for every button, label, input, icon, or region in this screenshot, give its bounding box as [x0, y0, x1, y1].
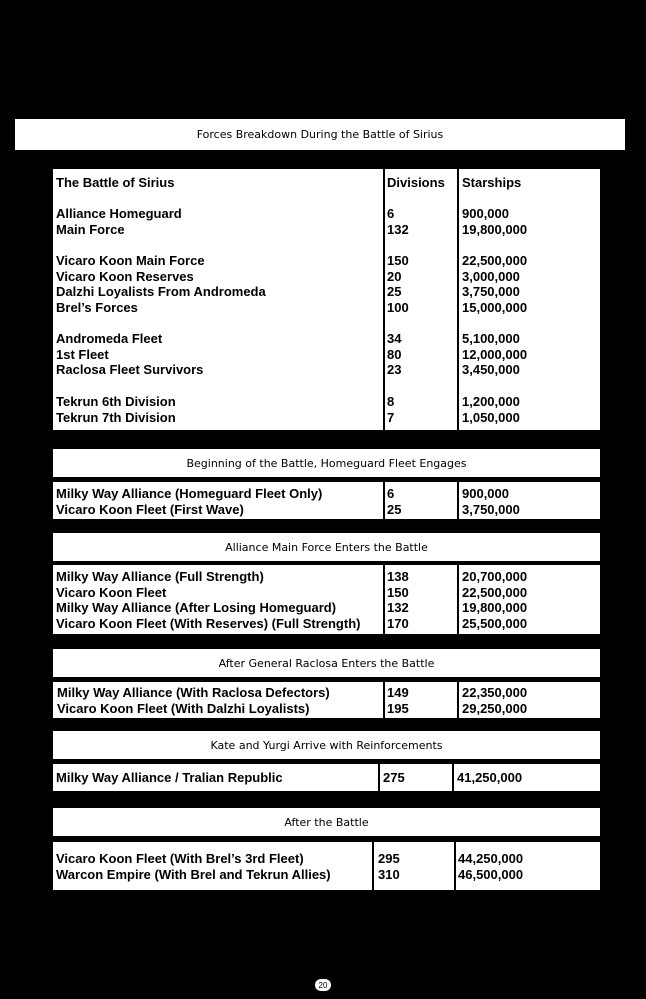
row-divisions: 150	[387, 253, 409, 268]
row-name: Vicaro Koon Fleet (With Dalzhi Loyalists)	[57, 700, 310, 716]
row-name: Milky Way Alliance (With Raclosa Defectors)	[57, 685, 330, 700]
row-divisions: 149	[387, 685, 409, 700]
phase-banner	[53, 649, 600, 677]
phase-title: Kate and Yurgi Arrive with Reinforcements	[210, 738, 443, 752]
row-name: Milky Way Alliance (After Losing Homeguard)	[56, 600, 337, 616]
row-starships: 41,250,000	[457, 770, 523, 785]
summary-header-divisions: Divisions	[387, 175, 445, 190]
row-name: Vicaro Koon Fleet (First Wave)	[56, 501, 244, 517]
phase-table	[53, 842, 600, 890]
row-starships: 5,100,000	[462, 331, 520, 346]
row-name: Dalzhi Loyalists From Andromeda	[56, 284, 266, 300]
row-name: Main Force	[56, 221, 125, 237]
row-divisions: 132	[387, 221, 409, 237]
row-name: Raclosa Fleet Survivors	[56, 362, 204, 378]
row-divisions: 132	[387, 600, 409, 616]
row-starships: 12,000,000	[462, 346, 528, 362]
phase-title: Beginning of the Battle, Homeguard Fleet Engages	[186, 456, 467, 470]
row-name: Milky Way Alliance / Tralian Republic	[56, 770, 283, 785]
row-starships: 22,500,000	[462, 584, 528, 600]
phase-title: After the Battle	[284, 815, 369, 829]
row-starships: 3,750,000	[462, 501, 520, 517]
row-starships: 44,250,000	[458, 851, 524, 866]
row-divisions: 34	[387, 331, 402, 346]
phase-title: Alliance Main Force Enters the Battle	[225, 540, 428, 554]
page-title: Forces Breakdown During the Battle of Sirius	[196, 128, 444, 141]
row-divisions: 80	[387, 346, 402, 362]
summary-header-name: The Battle of Sirius	[56, 175, 175, 190]
phase-banner	[53, 449, 600, 477]
row-divisions: 6	[387, 486, 395, 501]
row-name: Andromeda Fleet	[56, 331, 163, 346]
row-name: Tekrun 6th Division	[56, 394, 176, 409]
row-name: Brel’s Forces	[56, 299, 138, 315]
phase-banner	[53, 808, 600, 836]
row-name: Vicaro Koon Fleet (With Brel’s 3rd Fleet)	[56, 851, 304, 866]
phase-table	[53, 565, 600, 634]
page-number: 20	[315, 979, 331, 991]
row-divisions: 275	[383, 770, 405, 785]
row-starships: 900,000	[462, 486, 509, 501]
row-starships: 20,700,000	[462, 569, 528, 584]
row-divisions: 295	[378, 851, 400, 866]
row-name: Vicaro Koon Reserves	[56, 268, 194, 284]
phase-title: After General Raclosa Enters the Battle	[218, 656, 435, 670]
row-name: Warcon Empire (With Brel and Tekrun Allies)	[56, 866, 331, 882]
row-starships: 900,000	[462, 206, 509, 221]
row-name: Tekrun 7th Division	[56, 409, 176, 425]
row-divisions: 100	[387, 299, 409, 315]
row-name: Alliance Homeguard	[56, 206, 182, 221]
phase-banner	[53, 533, 600, 561]
phase-table	[53, 682, 600, 718]
row-starships: 3,750,000	[462, 284, 520, 300]
summary-table	[53, 169, 600, 430]
row-starships: 22,500,000	[462, 253, 528, 268]
row-starships: 19,800,000	[462, 600, 528, 616]
row-divisions: 7	[387, 409, 395, 425]
phase-banner	[53, 731, 600, 759]
row-divisions: 170	[387, 615, 409, 631]
row-name: Vicaro Koon Fleet	[56, 584, 167, 600]
row-name: Vicaro Koon Main Force	[56, 253, 205, 268]
row-starships: 46,500,000	[458, 866, 524, 882]
row-name: Milky Way Alliance (Homeguard Fleet Only)	[56, 486, 323, 501]
row-starships: 1,050,000	[462, 409, 520, 425]
row-divisions: 25	[387, 501, 402, 517]
row-name: Vicaro Koon Fleet (With Reserves) (Full Strength)	[56, 615, 361, 631]
row-starships: 22,350,000	[462, 685, 528, 700]
row-name: 1st Fleet	[56, 346, 109, 362]
row-starships: 25,500,000	[462, 615, 528, 631]
phase-table	[53, 764, 600, 791]
row-divisions: 195	[387, 700, 409, 716]
row-divisions: 20	[387, 268, 402, 284]
row-divisions: 150	[387, 584, 409, 600]
row-starships: 29,250,000	[462, 700, 528, 716]
row-divisions: 25	[387, 284, 402, 300]
row-divisions: 310	[378, 866, 400, 882]
row-name: Milky Way Alliance (Full Strength)	[56, 569, 264, 584]
row-divisions: 23	[387, 362, 402, 378]
row-divisions: 6	[387, 206, 395, 221]
row-starships: 15,000,000	[462, 299, 528, 315]
row-divisions: 8	[387, 394, 395, 409]
row-divisions: 138	[387, 569, 409, 584]
row-starships: 19,800,000	[462, 221, 528, 237]
summary-header-starships: Starships	[462, 175, 522, 190]
phase-table	[53, 482, 600, 519]
row-starships: 3,000,000	[462, 268, 520, 284]
row-starships: 3,450,000	[462, 362, 520, 378]
row-starships: 1,200,000	[462, 394, 520, 409]
page-title-banner	[15, 119, 625, 150]
